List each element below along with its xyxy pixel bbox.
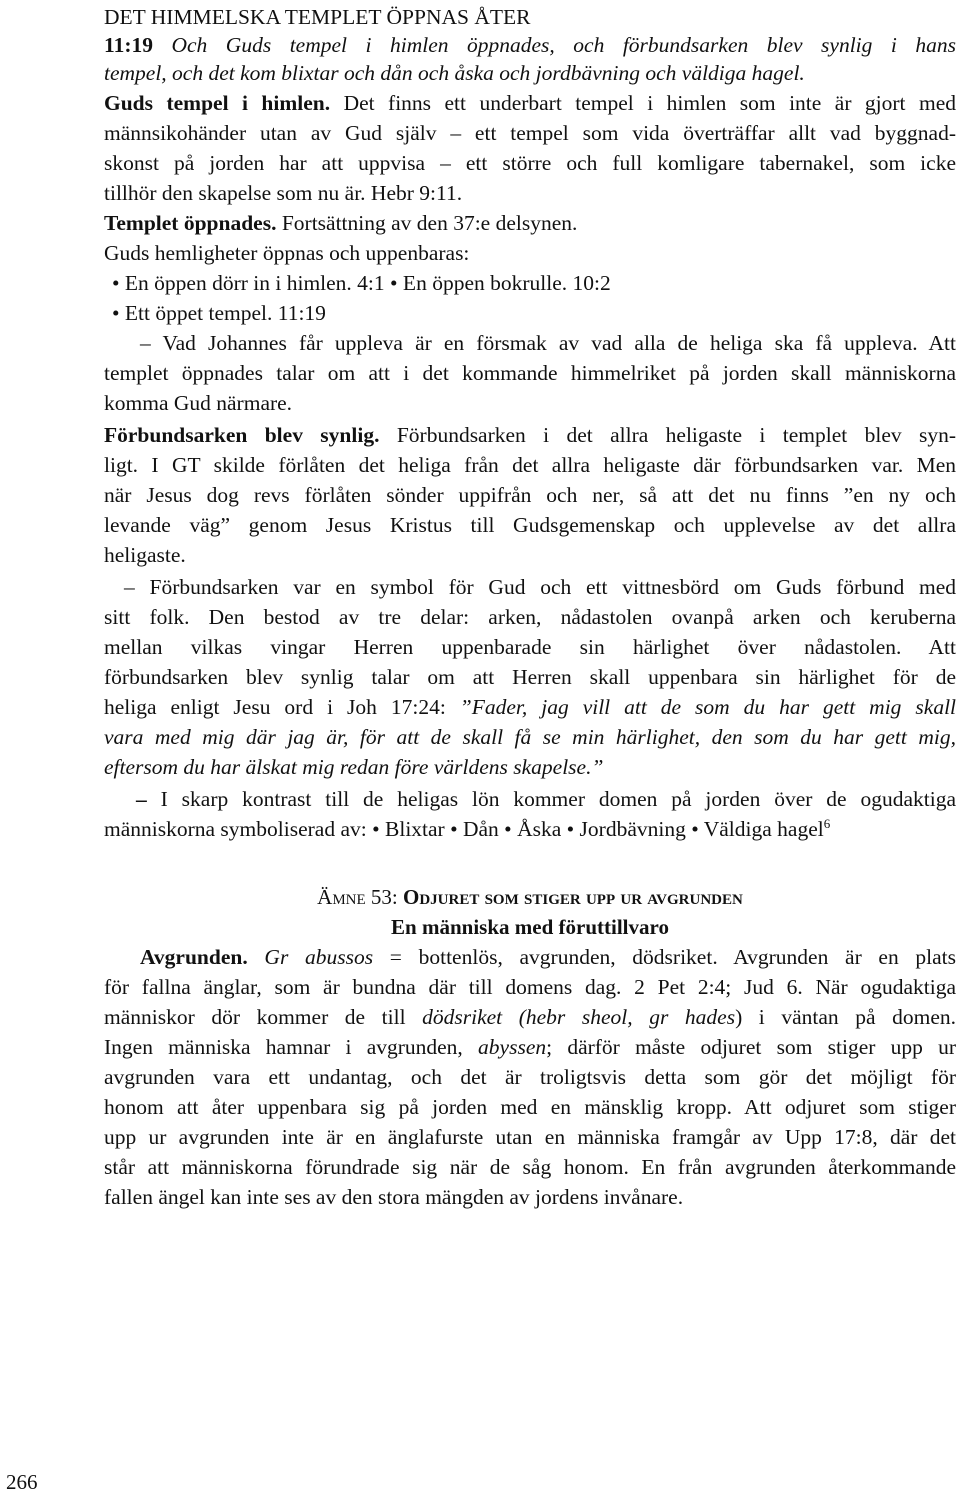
p7-line-5: avgrunden vara ett undantag, och det är troligtsvis detta som gör det möjligt för — [104, 1065, 956, 1089]
verse-text-2: tempel, och det kom blixtar och dån och åska och jordbävning och väldiga hagel. — [104, 61, 805, 85]
page-number: 266 — [6, 1470, 38, 1494]
footnote-marker: 6 — [823, 815, 831, 831]
p7-line-4 — [104, 1032, 956, 1062]
p5-line-3: mellan vilkas vingar Herren uppenbarade sin härlighet över nådastolen. Att — [104, 635, 956, 659]
p7-text-4-italic: abyssen — [478, 1035, 547, 1059]
p1-heading: Guds tempel i himlen. — [104, 91, 331, 115]
p4-line-5: heligaste. — [104, 543, 186, 567]
verse-text-1: Och Guds tempel i himlen öppnades, och förbundsarken blev synlig i hans — [171, 33, 956, 57]
topic-label: Ämne — [317, 885, 366, 909]
p3-intro: Guds hemligheter öppnas och uppenbaras: — [104, 241, 470, 265]
p7-line-9: fallen ängel kan inte ses av den stora mängden av jordens invånare. — [104, 1185, 684, 1209]
p6-text-2: människorna symboliserad av: • Blixtar • Dån • Åska • Jordbävning • Väldiga hagel — [104, 817, 824, 841]
p2-heading: Templet öppnades. — [104, 211, 277, 235]
p7-text-3-italic: dödsriket (hebr sheol, gr hades — [422, 1005, 736, 1029]
p4-line-2: ligt. I GT skilde förlåten det heliga från det allra heligaste där förbundsarken var. Men — [104, 453, 956, 477]
verse-ref: 11:19 — [104, 33, 153, 57]
p5-quote-1: ”Fader, jag vill att de som du har gett mig skall — [459, 695, 957, 719]
p7-text-3b: ) i väntan på domen. — [735, 1005, 956, 1029]
p4-heading: Förbundsarken blev synlig. — [104, 423, 380, 447]
p7-heading: Avgrunden. — [140, 945, 248, 969]
p4-text-1: Förbundsarken i det allra heligaste i templet blev syn- — [396, 423, 957, 447]
p4-line-1 — [104, 420, 956, 450]
topic-heading — [104, 882, 956, 912]
p3-line-3: komma Gud närmare. — [104, 391, 293, 415]
p2-line — [104, 208, 577, 238]
p3-dash-line: – Vad Johannes får uppleva är en försmak av vad alla de heliga ska få uppleva. Att — [140, 331, 956, 355]
p5-line-5 — [104, 692, 956, 722]
p1-line-2: männsikohänder utan av Gud själv – ett tempel som vida överträffar allt vad byggnad- — [104, 121, 956, 145]
p7-greek: Gr abussos — [264, 945, 374, 969]
topic-title: Odjuret som stiger upp ur avgrunden — [403, 885, 743, 909]
verse-line-2 — [104, 58, 805, 88]
p7-line-6: honom att åter uppenbara sig på jorden med en mänsklig kropp. Att odjuret som stiger — [104, 1095, 956, 1119]
p1-line-4: tillhör den skapelse som nu är. Hebr 9:11. — [104, 181, 463, 205]
p7-text-1: = bottenlös, avgrunden, dödsriket. Avgrunden är en plats — [389, 945, 956, 969]
p7-text-4b: ; därför måste odjuret som stiger upp ur — [546, 1035, 957, 1059]
p1-text-1: Det finns ett underbart tempel i himlen som inte är gjort med — [343, 91, 956, 115]
p1-line-3: skonst på jorden har att uppvisa – ett större och full komligare tabernakel, som icke — [104, 151, 956, 175]
p6-text-1: I skarp kontrast till de heligas lön kommer domen på jorden över de ogudaktiga — [160, 787, 957, 811]
p4-line-4: levande väg” genom Jesus Kristus till Gudsgemenskap och upplevelse av det allra — [104, 513, 956, 537]
p7-line-7: upp ur avgrunden inte är en änglafurste utan en människa framgår av Upp 17:8, där det — [104, 1125, 956, 1149]
p7-line-2: för fallna änglar, som är bundna där till domens dag. 2 Pet 2:4; Jud 6. När ogudaktiga — [104, 975, 956, 999]
p5-line-1: – Förbundsarken var en symbol för Gud och ett vittnesbörd om Guds förbund med — [124, 575, 956, 599]
section-heading: DET HIMMELSKA TEMPLET ÖPPNAS ÅTER — [104, 5, 531, 29]
topic-number: 53: — [370, 885, 398, 909]
p5-quote-2: vara med mig där jag är, för att de skall få se min härlighet, den som du har gett mig, — [104, 725, 956, 749]
p7-line-8: står att människorna förundrade sig när de såg honom. En från avgrunden återkommande — [104, 1155, 956, 1179]
p4-line-3: när Jesus dog revs förlåten sönder uppifrån och ner, så att det nu finns ”en ny och — [104, 483, 956, 507]
p3-bullet-1: • En öppen dörr in i himlen. 4:1 • En öppen bokrulle. 10:2 — [112, 271, 611, 295]
p3-line-2: templet öppnades talar om att i det kommande himmelriket på jorden skall människorna — [104, 361, 956, 385]
p5-line-2: sitt folk. Den bestod av tre delar: arken, nådastolen ovanpå arken och keruberna — [104, 605, 956, 629]
p7-line-3 — [104, 1002, 956, 1032]
p7-text-3a: människor dör kommer de till — [104, 1005, 406, 1029]
p6-line-2 — [104, 814, 830, 844]
verse-line-1 — [104, 30, 956, 60]
p1-line-1 — [104, 88, 956, 118]
p7-text-4a: Ingen människa hamnar i avgrunden, — [104, 1035, 463, 1059]
p6-dash: – — [136, 787, 147, 811]
p5-line-4: förbundsarken blev synlig talar om att Herren skall uppenbara sin härlighet för de — [104, 665, 956, 689]
p5-text-5: heliga enligt Jesu ord i Joh 17:24: — [104, 695, 446, 719]
p6-line-1 — [136, 784, 956, 814]
p2-text: Fortsättning av den 37:e delsynen. — [281, 211, 578, 235]
topic-subtitle: En människa med föruttillvaro — [391, 915, 669, 939]
p5-quote-3: eftersom du har älskat mig redan före världens skapelse.” — [104, 755, 604, 779]
p7-line-1 — [140, 942, 956, 972]
p3-bullet-2: • Ett öppet tempel. 11:19 — [112, 301, 326, 325]
